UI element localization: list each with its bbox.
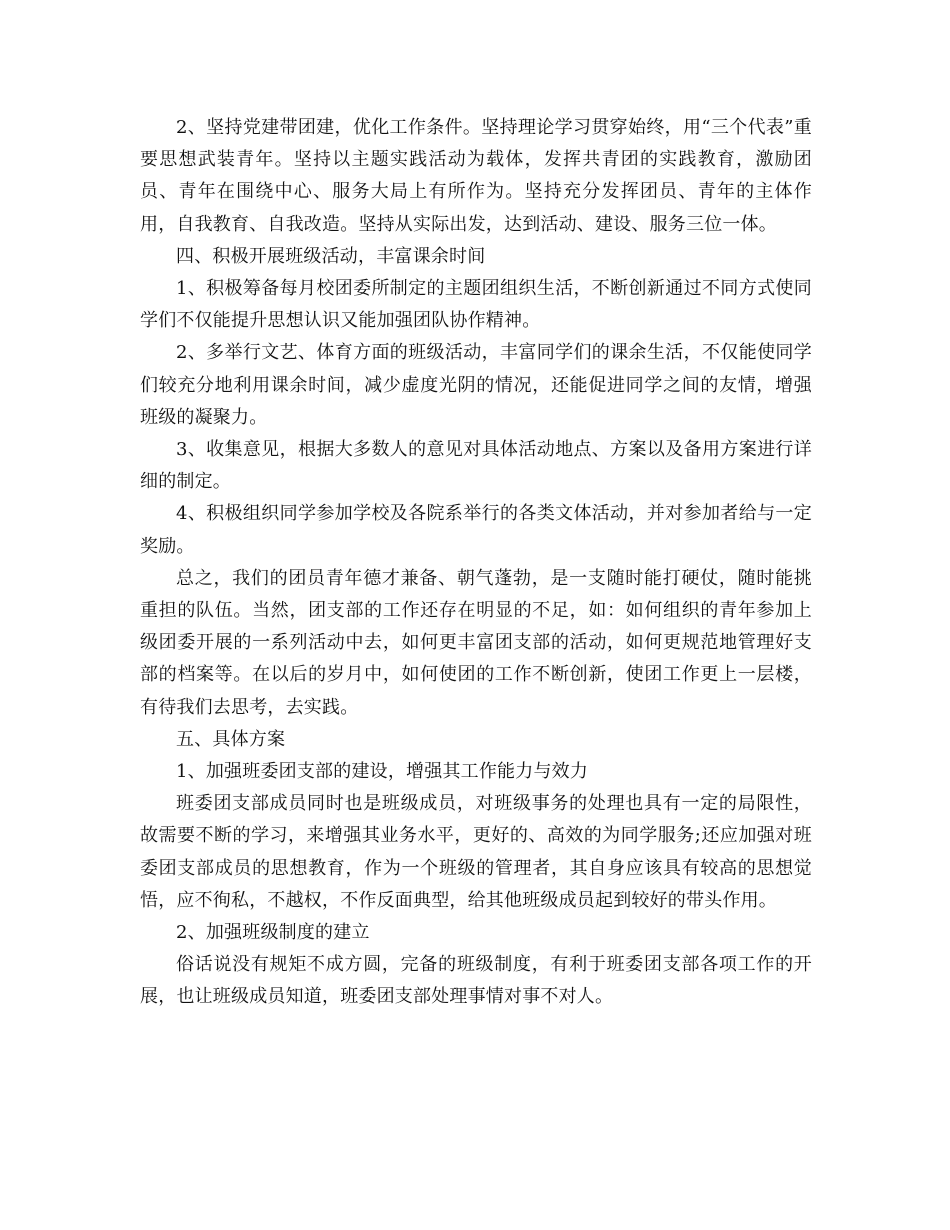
paragraph-12: 俗话说没有规矩不成方圆，完备的班级制度，有利于班委团支部各项工作的开展，也让班级成员知道，班委团支部处理事情对事不对人。 — [140, 954, 812, 1008]
section-heading-4: 四、积极开展班级活动，丰富课余时间 — [176, 245, 486, 267]
document-body — [140, 112, 812, 1014]
subheading-1: 1、加强班委团支部的建设，增强其工作能力与效力 — [176, 761, 589, 783]
summary-paragraph: 总之，我们的团员青年德才兼备、朝气蓬勃，是一支随时能打硬仗，随时能挑重担的队伍。当然，团支部的工作还存在明显的不足，如：如何组织的青年参加上级团委开展的一系列活动中去，如何更丰富团支部的活动，如何更规范地管理好支部的档案等。在以后的岁月中，如何使团的工作不断创新，使团工作更上一层楼，有待我们去思考，去实践。 — [140, 567, 812, 718]
paragraph-6: 4、积极组织同学参加学校及各院系举行的各类文体活动，并对参加者给与一定奖励。 — [140, 503, 812, 557]
paragraph-1: 2、坚持党建带团建，优化工作条件。坚持理论学习贯穿始终，用“三个代表”重要思想武装青年。坚持以主题实践活动为载体，发挥共青团的实践教育，激励团员、青年在围绕中心、服务大局上有所作为。坚持充分发挥团员、青年的主体作用，自我教育、自我改造。坚持从实际出发，达到活动、建设、服务三位一体。 — [140, 117, 812, 235]
paragraph-10: 班委团支部成员同时也是班级成员，对班级事务的处理也具有一定的局限性，故需要不断的学习，来增强其业务水平，更好的、高效的为同学服务;还应加强对班委团支部成员的思想教育，作为一个班级的管理者，其自身应该具有较高的思想觉悟，应不徇私，不越权，不作反面典型，给其他班级成员起到较好的带头作用。 — [140, 793, 812, 911]
subheading-2: 2、加强班级制度的建立 — [176, 922, 370, 944]
section-heading-5: 五、具体方案 — [176, 728, 286, 750]
paragraph-5: 3、收集意见，根据大多数人的意见对具体活动地点、方案以及备用方案进行详细的制定。 — [140, 439, 812, 493]
paragraph-3: 1、积极筹备每月校团委所制定的主题团组织生活，不断创新通过不同方式使同学们不仅能提升思想认识又能加强团队协作精神。 — [140, 278, 812, 332]
paragraph-4: 2、多举行文艺、体育方面的班级活动，丰富同学们的课余生活，不仅能使同学们较充分地利用课余时间，减少虚度光阴的情况，还能促进同学之间的友情，增强班级的凝聚力。 — [140, 342, 812, 428]
